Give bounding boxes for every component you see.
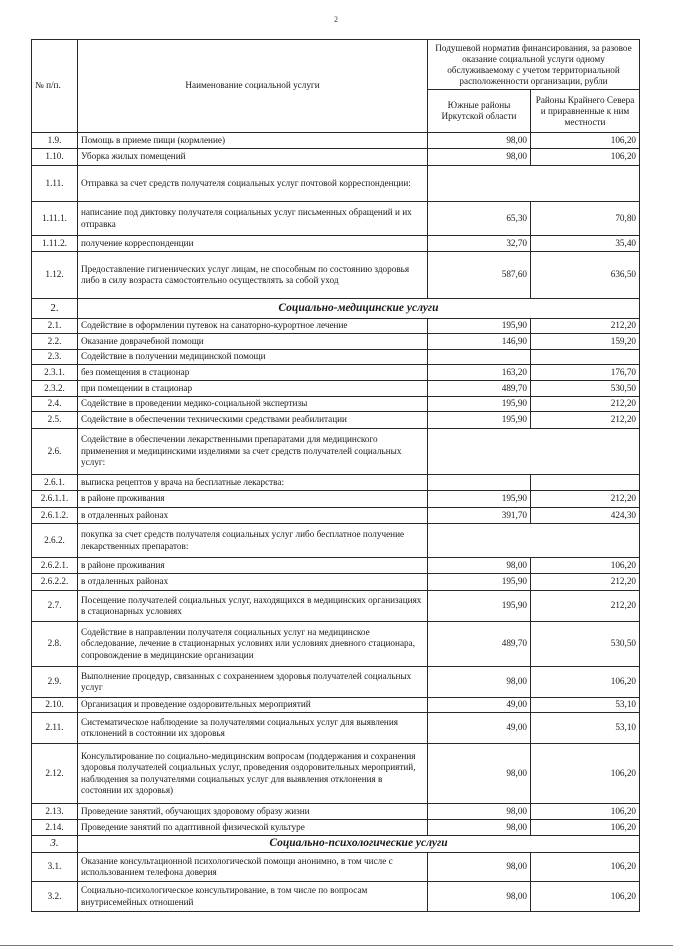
row-value-south: 98,00 [428, 149, 531, 166]
section-number: 3. [32, 836, 78, 853]
row-service-name: Выполнение процедур, связанных с сохранением здоровья получателей социальных услуг [78, 667, 428, 698]
row-service-name: в отдаленных районах [78, 574, 428, 591]
table-row [32, 820, 640, 836]
row-value-north: 106,20 [531, 133, 640, 149]
row-service-name: в отдаленных районах [78, 508, 428, 524]
row-number: 2.8. [32, 622, 78, 667]
table-row [32, 252, 640, 299]
row-number: 2.12. [32, 744, 78, 804]
row-number: 1.11.2. [32, 236, 78, 252]
table-row [32, 804, 640, 820]
row-value-empty [428, 524, 640, 558]
row-value-south: 98,00 [428, 853, 531, 882]
row-value-north: 106,20 [531, 804, 640, 820]
row-value-south: 195,90 [428, 574, 531, 591]
row-value-north: 53,10 [531, 713, 640, 744]
row-value-north: 176,70 [531, 365, 640, 381]
row-value-empty [428, 429, 640, 475]
row-value-south [428, 350, 531, 365]
row-service-name: Содействие в направлении получателя социальных услуг на медицинское обследование, лечение в стационарных условиях или условиях дневного стационара, сопровождение в медицинские организации [78, 622, 428, 667]
header-funding-norm: Подушевой норматив финансирования, за разовое оказание социальной услуги одному обслуживаемому с учетом территориальной расположенности организации, рубли [428, 40, 640, 90]
table-row [32, 622, 640, 667]
row-value-south: 195,90 [428, 397, 531, 412]
row-service-name: Содействие в оформлении путевок на санаторно-курортное лечение [78, 319, 428, 334]
row-value-north: 106,20 [531, 744, 640, 804]
table-row [32, 381, 640, 397]
row-value-north: 424,30 [531, 508, 640, 524]
header-number: № п/п. [32, 40, 78, 133]
row-value-south: 32,70 [428, 236, 531, 252]
table-row [32, 365, 640, 381]
row-number: 2.5. [32, 412, 78, 429]
row-number: 1.11.1. [32, 202, 78, 236]
row-number: 1.10. [32, 149, 78, 166]
row-value-north: 35,40 [531, 236, 640, 252]
row-value-north: 106,20 [531, 820, 640, 836]
row-value-south: 195,90 [428, 319, 531, 334]
row-value-south: 98,00 [428, 667, 531, 698]
table-row [32, 202, 640, 236]
row-value-south: 391,70 [428, 508, 531, 524]
row-service-name: Содействие в обеспечении лекарственными препаратами для медицинского применения и медицинскими изделиями за счет средств получателей социальных услуг: [78, 429, 428, 475]
row-number: 2.6.1.2. [32, 508, 78, 524]
table-row [32, 412, 640, 429]
row-value-south: 489,70 [428, 381, 531, 397]
table-row [32, 350, 640, 365]
section-title: Социально-психологические услуги [78, 836, 640, 853]
table-row [32, 319, 640, 334]
row-value-south: 49,00 [428, 698, 531, 713]
section-row [32, 836, 640, 853]
row-value-south: 489,70 [428, 622, 531, 667]
row-number: 2.6.2. [32, 524, 78, 558]
table-row [32, 334, 640, 350]
table-row [32, 166, 640, 202]
row-service-name: Содействие в получении медицинской помощи [78, 350, 428, 365]
row-value-south: 195,90 [428, 491, 531, 508]
row-service-name: Проведение занятий, обучающих здоровому образу жизни [78, 804, 428, 820]
row-value-north: 530,50 [531, 381, 640, 397]
row-number: 2.6.2.1. [32, 558, 78, 574]
row-number: 2.11. [32, 713, 78, 744]
row-value-south [428, 475, 531, 491]
row-service-name: покупка за счет средств получателя социальных услуг либо бесплатное получение лекарственных препаратов: [78, 524, 428, 558]
row-value-north [531, 475, 640, 491]
table-row [32, 429, 640, 475]
row-value-north: 70,80 [531, 202, 640, 236]
table-row [32, 667, 640, 698]
row-service-name: Предоставление гигиенических услуг лицам, не способным по состоянию здоровья либо в силу возраста самостоятельно осуществлять за собой уход [78, 252, 428, 299]
row-value-south: 98,00 [428, 804, 531, 820]
row-number: 2.9. [32, 667, 78, 698]
table-row [32, 508, 640, 524]
row-value-south: 163,20 [428, 365, 531, 381]
row-value-north: 212,20 [531, 412, 640, 429]
row-value-north: 212,20 [531, 397, 640, 412]
row-number: 2.6. [32, 429, 78, 475]
table-row [32, 149, 640, 166]
row-service-name: Оказание консультационной психологической помощи анонимно, в том числе с использованием телефона доверия [78, 853, 428, 882]
row-service-name: без помещения в стационар [78, 365, 428, 381]
row-value-north: 106,20 [531, 882, 640, 912]
row-service-name: выписка рецептов у врача на бесплатные лекарства: [78, 475, 428, 491]
row-service-name: Консультирование по социально-медицинским вопросам (поддержания и сохранения здоровья получателей социальных услуг, проведения оздоровительных мероприятий, наблюдения за получателями социальных услуг для выявления отклонения в состоянии их здоровья) [78, 744, 428, 804]
row-value-north [531, 350, 640, 365]
row-number: 1.11. [32, 166, 78, 202]
row-service-name: при помещении в стационар [78, 381, 428, 397]
table-row [32, 524, 640, 558]
section-row [32, 299, 640, 319]
row-number: 2.3.1. [32, 365, 78, 381]
page-number: 2 [334, 15, 338, 24]
row-service-name: Проведение занятий по адаптивной физической культуре [78, 820, 428, 836]
row-service-name: Оказание доврачебной помощи [78, 334, 428, 350]
row-value-north: 106,20 [531, 853, 640, 882]
header-far-north-districts: Районы Крайнего Севера и приравненные к ним местности [531, 90, 640, 133]
table-row [32, 882, 640, 912]
row-value-south: 49,00 [428, 713, 531, 744]
row-number: 2.3. [32, 350, 78, 365]
row-value-north: 159,20 [531, 334, 640, 350]
row-value-north: 212,20 [531, 491, 640, 508]
funding-norms-table [31, 39, 640, 912]
row-number: 2.2. [32, 334, 78, 350]
row-value-north: 106,20 [531, 558, 640, 574]
row-number: 2.6.2.2. [32, 574, 78, 591]
row-number: 2.3.2. [32, 381, 78, 397]
row-value-south: 98,00 [428, 744, 531, 804]
header-southern-districts: Южные районы Иркутской области [428, 90, 531, 133]
row-value-south: 587,60 [428, 252, 531, 299]
row-service-name: Социально-психологическое консультирование, в том числе по вопросам внутрисемейных отношений [78, 882, 428, 912]
table-row [32, 713, 640, 744]
row-number: 2.7. [32, 591, 78, 622]
row-service-name: в районе проживания [78, 491, 428, 508]
table-row [32, 397, 640, 412]
row-value-north: 53,10 [531, 698, 640, 713]
row-value-north: 106,20 [531, 149, 640, 166]
row-service-name: Уборка жилых помещений [78, 149, 428, 166]
row-service-name: Содействие в обеспечении техническими средствами реабилитации [78, 412, 428, 429]
row-number: 2.6.1. [32, 475, 78, 491]
row-value-south: 98,00 [428, 820, 531, 836]
row-service-name: Отправка за счет средств получателя социальных услуг почтовой корреспонденции: [78, 166, 428, 202]
row-number: 1.9. [32, 133, 78, 149]
row-service-name: Посещение получателей социальных услуг, находящихся в медицинских организациях в стационарных условиях [78, 591, 428, 622]
row-service-name: написание под диктовку получателя социальных услуг письменных обращений и их отправка [78, 202, 428, 236]
table-row [32, 491, 640, 508]
section-number: 2. [32, 299, 78, 319]
table-row [32, 591, 640, 622]
row-value-south: 65,30 [428, 202, 531, 236]
row-value-empty [428, 166, 640, 202]
row-number: 3.2. [32, 882, 78, 912]
row-value-south: 98,00 [428, 882, 531, 912]
table-row [32, 558, 640, 574]
row-value-north: 106,20 [531, 667, 640, 698]
row-service-name: Помощь в приеме пищи (кормление) [78, 133, 428, 149]
row-number: 2.4. [32, 397, 78, 412]
row-service-name: получение корреспонденции [78, 236, 428, 252]
row-service-name: Систематическое наблюдение за получателями социальных услуг для выявления отклонений в состоянии их здоровья [78, 713, 428, 744]
table-row [32, 744, 640, 804]
row-value-south: 98,00 [428, 133, 531, 149]
table-row [32, 236, 640, 252]
scan-edge-line [0, 945, 673, 946]
row-value-north: 212,20 [531, 319, 640, 334]
table-row [32, 133, 640, 149]
row-value-north: 636,50 [531, 252, 640, 299]
table-row [32, 475, 640, 491]
table-row [32, 574, 640, 591]
table-row [32, 698, 640, 713]
row-number: 3.1. [32, 853, 78, 882]
row-value-north: 212,20 [531, 591, 640, 622]
row-value-north: 530,50 [531, 622, 640, 667]
row-service-name: Содействие в проведении медико-социальной экспертизы [78, 397, 428, 412]
row-value-south: 195,90 [428, 412, 531, 429]
section-title: Социально-медицинские услуги [78, 299, 640, 319]
header-service-name: Наименование социальной услуги [78, 40, 428, 133]
row-value-south: 195,90 [428, 591, 531, 622]
row-service-name: в районе проживания [78, 558, 428, 574]
row-number: 2.6.1.1. [32, 491, 78, 508]
row-number: 2.1. [32, 319, 78, 334]
table-row [32, 853, 640, 882]
row-value-south: 98,00 [428, 558, 531, 574]
row-value-north: 212,20 [531, 574, 640, 591]
row-service-name: Организация и проведение оздоровительных мероприятий [78, 698, 428, 713]
row-number: 2.13. [32, 804, 78, 820]
row-number: 1.12. [32, 252, 78, 299]
row-number: 2.10. [32, 698, 78, 713]
row-number: 2.14. [32, 820, 78, 836]
row-value-south: 146,90 [428, 334, 531, 350]
